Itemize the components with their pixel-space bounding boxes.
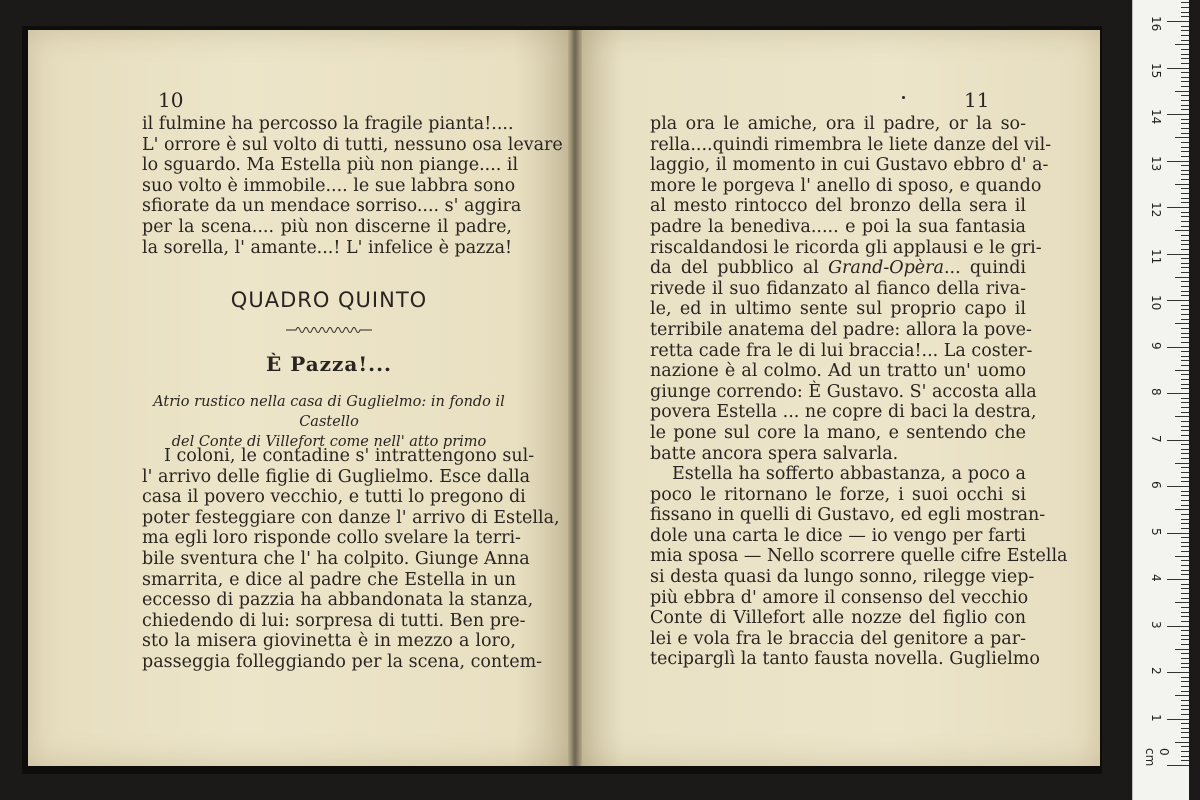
text-line: batte ancora spera salvarla. — [650, 443, 899, 464]
ruler-tick — [1181, 756, 1189, 757]
ruler-tick — [1181, 179, 1189, 180]
ruler-tick — [1167, 347, 1189, 348]
text-line: la sorella, l' amante...! L' infelice è pazza! — [142, 237, 513, 258]
ruler-tick — [1175, 277, 1189, 278]
ruler-tick — [1181, 360, 1189, 361]
ruler-tick — [1181, 226, 1189, 227]
text-line: retta cade fra le di lui braccia!... La coster- — [650, 340, 1033, 361]
text-line: le pone sul core la mano, e sentendo che — [650, 422, 1026, 443]
ruler-tick — [1181, 105, 1189, 106]
ruler-tick — [1181, 681, 1189, 682]
ruler-number: 4 — [1149, 574, 1163, 582]
ruler-tick — [1181, 281, 1189, 282]
text-line: more le porgeva l' anello di sposo, e quando — [650, 175, 1042, 196]
ruler-tick — [1181, 467, 1189, 468]
ruler-tick — [1181, 58, 1189, 59]
ruler-tick — [1167, 207, 1189, 208]
ruler-tick — [1181, 235, 1189, 236]
text-line: bile sventura che l' ha colpito. Giunge Anna — [142, 548, 530, 569]
text-line: poter festeggiare con danze l' arrivo di Estella, — [142, 507, 560, 528]
ruler-tick — [1175, 44, 1189, 45]
ruler-unit-label: 0 cm — [1143, 748, 1171, 767]
ruler-tick — [1181, 263, 1189, 264]
ruler-tick — [1181, 249, 1189, 250]
ruler-tick — [1181, 491, 1189, 492]
ruler-tick — [1181, 621, 1189, 622]
text-line: lei e vola fra le braccia del genitore a par- — [650, 628, 1026, 649]
ruler-tick — [1181, 705, 1189, 706]
ruler-tick — [1175, 463, 1189, 464]
right-page — [582, 30, 1100, 766]
ruler-tick — [1181, 421, 1189, 422]
ruler-tick — [1181, 319, 1189, 320]
scene-title: QUADRO QUINTO — [230, 288, 428, 312]
ruler-tick — [1181, 616, 1189, 617]
ruler-tick — [1181, 291, 1189, 292]
ruler-number: 15 — [1149, 62, 1163, 78]
ruler-tick — [1181, 374, 1189, 375]
ruler-tick — [1181, 193, 1189, 194]
ruler-tick — [1181, 453, 1189, 454]
ruler-tick — [1181, 202, 1189, 203]
ruler-number: 8 — [1149, 388, 1163, 396]
ruler-tick — [1181, 365, 1189, 366]
ruler-tick — [1181, 77, 1189, 78]
ruler-tick — [1175, 137, 1189, 138]
text-line: riscaldandosi le ricorda gli applausi e le gri- — [650, 237, 1042, 258]
italic-title: Grand-Opèra — [828, 258, 944, 279]
page-number-right: 11 — [964, 88, 990, 112]
ruler-tick — [1167, 533, 1189, 534]
ruler-tick — [1167, 21, 1189, 22]
ruler-tick — [1181, 402, 1189, 403]
ruler-tick — [1181, 30, 1189, 31]
ruler-tick — [1181, 737, 1189, 738]
ruler-tick — [1167, 579, 1189, 580]
text-line: teciparglì la tanto fausta novella. Guglielmo — [650, 649, 1040, 670]
ruler-tick — [1181, 156, 1189, 157]
ruler-tick — [1181, 337, 1189, 338]
ruler-tick — [1181, 198, 1189, 199]
ruler-tick — [1181, 388, 1189, 389]
ruler-number: 14 — [1149, 109, 1163, 125]
ruler-tick — [1181, 81, 1189, 82]
text-line: terribile anatema del padre: allora la pove- — [650, 319, 1032, 340]
ruler-tick — [1181, 356, 1189, 357]
ruler-number: 11 — [1149, 248, 1163, 264]
ruler-number: 16 — [1149, 16, 1163, 32]
ruler-tick — [1181, 333, 1189, 334]
ruler-tick — [1181, 477, 1189, 478]
ruler-tick — [1181, 644, 1189, 645]
ruler-tick — [1181, 26, 1189, 27]
text-line: lo sguardo. Ma Estella più non piange.... il — [142, 155, 519, 176]
ruler-tick — [1181, 691, 1189, 692]
ruler-tick — [1181, 7, 1189, 8]
ruler-tick — [1181, 723, 1189, 724]
ruler-tick — [1181, 272, 1189, 273]
ruler-tick — [1181, 221, 1189, 222]
stage-direction-line: del Conte di Villefort come nell' atto primo — [171, 434, 487, 450]
ruler-number: 6 — [1149, 481, 1163, 489]
ruler-number: 5 — [1149, 527, 1163, 536]
text-line: dole una carta le dice — io vengo per farti — [650, 525, 1026, 546]
ruler-tick — [1181, 667, 1189, 668]
open-book — [22, 26, 1102, 774]
ruler-tick — [1167, 161, 1189, 162]
text-line: fissano in quelli di Gustavo, ed egli mostran- — [650, 505, 1046, 526]
ruler-tick — [1181, 523, 1189, 524]
ruler-tick — [1167, 719, 1189, 720]
ruler-tick — [1181, 398, 1189, 399]
ruler-tick — [1167, 254, 1189, 255]
ruler-tick — [1181, 35, 1189, 36]
ruler-tick — [1181, 133, 1189, 134]
text-line: povera Estella ... ne copre di baci la destra, — [650, 402, 1037, 423]
ruler-number: 10 — [1149, 295, 1163, 311]
text-line: sfiorate da un mendace sorriso.... s' aggira — [142, 196, 522, 217]
text-line: mia sposa — Nello scorrere quelle cifre Estella — [650, 546, 1068, 567]
ruler-tick — [1181, 500, 1189, 501]
ruler-tick — [1181, 119, 1189, 120]
ruler-tick — [1181, 151, 1189, 152]
text-line: da del pubblico al Grand-Opèra... quindi — [650, 258, 1026, 279]
ruler-number: 2 — [1149, 667, 1163, 675]
ruler-tick — [1181, 658, 1189, 659]
ruler-tick — [1181, 12, 1189, 13]
right-body-text — [650, 114, 1068, 670]
ruler-tick — [1181, 514, 1189, 515]
ruler-tick — [1181, 607, 1189, 608]
text-line: sto la misera giovinetta è in mezzo a loro, — [142, 631, 516, 652]
ruler-tick — [1181, 267, 1189, 268]
ruler-tick — [1181, 653, 1189, 654]
page-number-left: 10 — [158, 88, 184, 112]
ruler-tick — [1181, 165, 1189, 166]
ruler-tick — [1181, 519, 1189, 520]
ruler-tick — [1181, 700, 1189, 701]
stage-direction-line: Atrio rustico nella casa di Guglielmo: in fondo il Castello — [153, 394, 505, 430]
ruler-tick — [1175, 742, 1189, 743]
ruler-tick — [1167, 114, 1189, 115]
ruler-tick — [1181, 286, 1189, 287]
ruler-tick — [1181, 732, 1189, 733]
ruler-tick — [1167, 300, 1189, 301]
ruler-tick — [1181, 639, 1189, 640]
text-line: rivede il suo fidanzato al fianco della riva- — [650, 278, 1026, 299]
ruler-tick — [1181, 309, 1189, 310]
ruler-tick — [1181, 546, 1189, 547]
ruler-tick — [1181, 760, 1189, 761]
ruler-tick — [1181, 2, 1189, 3]
ruler-tick — [1181, 305, 1189, 306]
ruler-tick — [1181, 342, 1189, 343]
ruler-tick — [1181, 570, 1189, 571]
ruler-tick — [1181, 100, 1189, 101]
ruler-tick — [1181, 49, 1189, 50]
text-line: poco le ritornano le forze, i suoi occhi si — [650, 484, 1026, 505]
ruler-tick — [1175, 91, 1189, 92]
ruler-tick — [1167, 393, 1189, 394]
text-line: ma egli loro risponde collo svelare la terri- — [142, 528, 521, 549]
text-line: I coloni, le contadine s' intrattengono sul- — [164, 446, 535, 466]
ruler-number: 13 — [1149, 155, 1163, 171]
ruler-tick — [1175, 184, 1189, 185]
ruler-tick — [1181, 709, 1189, 710]
ruler-tick — [1181, 472, 1189, 473]
text-line: si desta quasi da lungo sonno, rilegge viep- — [650, 567, 1035, 588]
text-line: per la scena.... più non discerne il padre, — [142, 216, 512, 237]
ruler-number: 7 — [1149, 434, 1163, 443]
ruler-tick — [1181, 593, 1189, 594]
ruler-tick — [1181, 430, 1189, 431]
ruler-tick — [1181, 351, 1189, 352]
ruler-tick — [1181, 212, 1189, 213]
text-line: padre la benediva..... e poi la sua fantasia — [650, 216, 1026, 237]
book-gutter — [568, 30, 582, 766]
left-page — [28, 30, 568, 766]
ruler-tick — [1181, 565, 1189, 566]
ruler-tick — [1175, 230, 1189, 231]
ruler-tick — [1175, 323, 1189, 324]
ruler-tick — [1181, 295, 1189, 296]
ruler-tick — [1167, 440, 1189, 441]
text-line: smarrita, e dice al padre che Estella in un — [142, 569, 516, 590]
ruler-tick — [1175, 556, 1189, 557]
text-line: chiedendo di lui: sorpresa di tutti. Ben pre- — [142, 610, 526, 631]
ruler-number: 9 — [1149, 341, 1163, 350]
ruler-tick — [1181, 16, 1189, 17]
ruler-tick — [1175, 695, 1189, 696]
ruler-tick — [1181, 505, 1189, 506]
ruler-tick — [1181, 714, 1189, 715]
text-line: Estella ha sofferto abbastanza, a poco a — [672, 464, 1026, 485]
ruler-tick — [1181, 728, 1189, 729]
ruler-tick — [1175, 509, 1189, 510]
ruler-tick — [1167, 626, 1189, 627]
ruler-tick — [1181, 379, 1189, 380]
ruler-tick — [1181, 542, 1189, 543]
ruler-tick — [1181, 244, 1189, 245]
ruler-tick — [1181, 328, 1189, 329]
text-line: laggio, il momento in cui Gustavo ebbro d' a- — [650, 155, 1049, 176]
scene-subtitle: È Pazza!... — [265, 352, 392, 376]
ruler-tick — [1181, 449, 1189, 450]
text-line: al mesto rintocco del bronzo della sera il — [650, 196, 1026, 217]
ruler-tick — [1181, 560, 1189, 561]
text-line: rella....quindi rimembra le liete danze del vil- — [650, 134, 1052, 155]
ruler-tick — [1175, 602, 1189, 603]
ruler-tick — [1181, 128, 1189, 129]
ruler-tick — [1181, 314, 1189, 315]
ruler-tick — [1181, 635, 1189, 636]
ruler-tick — [1181, 677, 1189, 678]
ruler-tick — [1181, 109, 1189, 110]
text-line: suo volto è immobile.... le sue labbra sono — [142, 175, 516, 196]
ornament-divider — [286, 324, 372, 336]
text-line: più ebbra d' amore il consenso del vecchio — [650, 587, 1029, 608]
ruler-tick — [1167, 672, 1189, 673]
stage-direction — [142, 392, 516, 452]
ruler-tick — [1181, 170, 1189, 171]
ruler-tick — [1181, 63, 1189, 64]
ruler-tick — [1181, 426, 1189, 427]
text-line: L' orrore è sul volto di tutti, nessuno osa levare — [142, 134, 563, 155]
text-line: le, ed in ultimo sente sul proprio capo il — [650, 299, 1026, 320]
left-top-text — [142, 114, 563, 258]
ruler-number: 1 — [1149, 713, 1163, 722]
ruler-tick — [1181, 663, 1189, 664]
ruler-tick — [1175, 416, 1189, 417]
ruler-tick — [1181, 147, 1189, 148]
left-body-text — [142, 446, 560, 673]
ruler-tick — [1181, 574, 1189, 575]
ruler-tick — [1167, 486, 1189, 487]
text-line: nazione è al colmo. Ad un tratto un' uomo — [650, 361, 1026, 382]
ruler-tick — [1175, 370, 1189, 371]
ruler-tick — [1181, 40, 1189, 41]
ruler-number: 12 — [1149, 202, 1163, 218]
ruler-tick — [1181, 174, 1189, 175]
ruler-tick — [1181, 458, 1189, 459]
ruler-tick — [1175, 649, 1189, 650]
text-line: eccesso di pazzia ha abbandonata la stanza, — [142, 590, 534, 611]
ruler-tick — [1167, 765, 1189, 766]
ruler-tick — [1181, 686, 1189, 687]
ruler-number: 3 — [1149, 620, 1163, 629]
ruler-tick — [1181, 746, 1189, 747]
ruler-tick — [1181, 188, 1189, 189]
ruler-tick — [1181, 407, 1189, 408]
ruler-tick — [1181, 481, 1189, 482]
ruler-tick — [1181, 551, 1189, 552]
ruler-tick — [1181, 444, 1189, 445]
ruler-tick — [1181, 54, 1189, 55]
ruler-tick — [1181, 495, 1189, 496]
ruler-tick — [1181, 240, 1189, 241]
ruler-tick — [1181, 435, 1189, 436]
ruler-tick — [1181, 412, 1189, 413]
text-line: giunge correndo: È Gustavo. S' accosta alla — [650, 381, 1037, 402]
ruler-tick — [1181, 142, 1189, 143]
ruler-tick — [1181, 751, 1189, 752]
ruler-tick — [1181, 86, 1189, 87]
ruler-tick — [1181, 537, 1189, 538]
ruler-tick — [1181, 95, 1189, 96]
ink-speck — [902, 96, 905, 99]
ruler-tick — [1181, 72, 1189, 73]
ruler-tick — [1181, 384, 1189, 385]
ruler-tick — [1181, 123, 1189, 124]
measurement-ruler — [1132, 0, 1189, 800]
ruler-tick — [1167, 68, 1189, 69]
ruler-tick — [1181, 216, 1189, 217]
text-line: il fulmine ha percosso la fragile pianta!.... — [142, 114, 514, 134]
text-line: casa il povero vecchio, e tutti lo pregono di — [142, 487, 526, 508]
ruler-tick — [1181, 584, 1189, 585]
ruler-tick — [1181, 258, 1189, 259]
text-line: l' arrivo delle figlie di Guglielmo. Esce dalla — [142, 466, 531, 487]
ruler-tick — [1181, 630, 1189, 631]
ruler-tick — [1181, 528, 1189, 529]
text-line: Conte di Villefort alle nozze del figlio con — [650, 608, 1026, 629]
text-line: pla ora le amiche, ora il padre, or la so- — [650, 114, 1026, 134]
ruler-tick — [1181, 598, 1189, 599]
ruler-tick — [1181, 588, 1189, 589]
ruler-tick — [1181, 612, 1189, 613]
text-line: passeggia folleggiando per la scena, contem- — [142, 651, 543, 672]
